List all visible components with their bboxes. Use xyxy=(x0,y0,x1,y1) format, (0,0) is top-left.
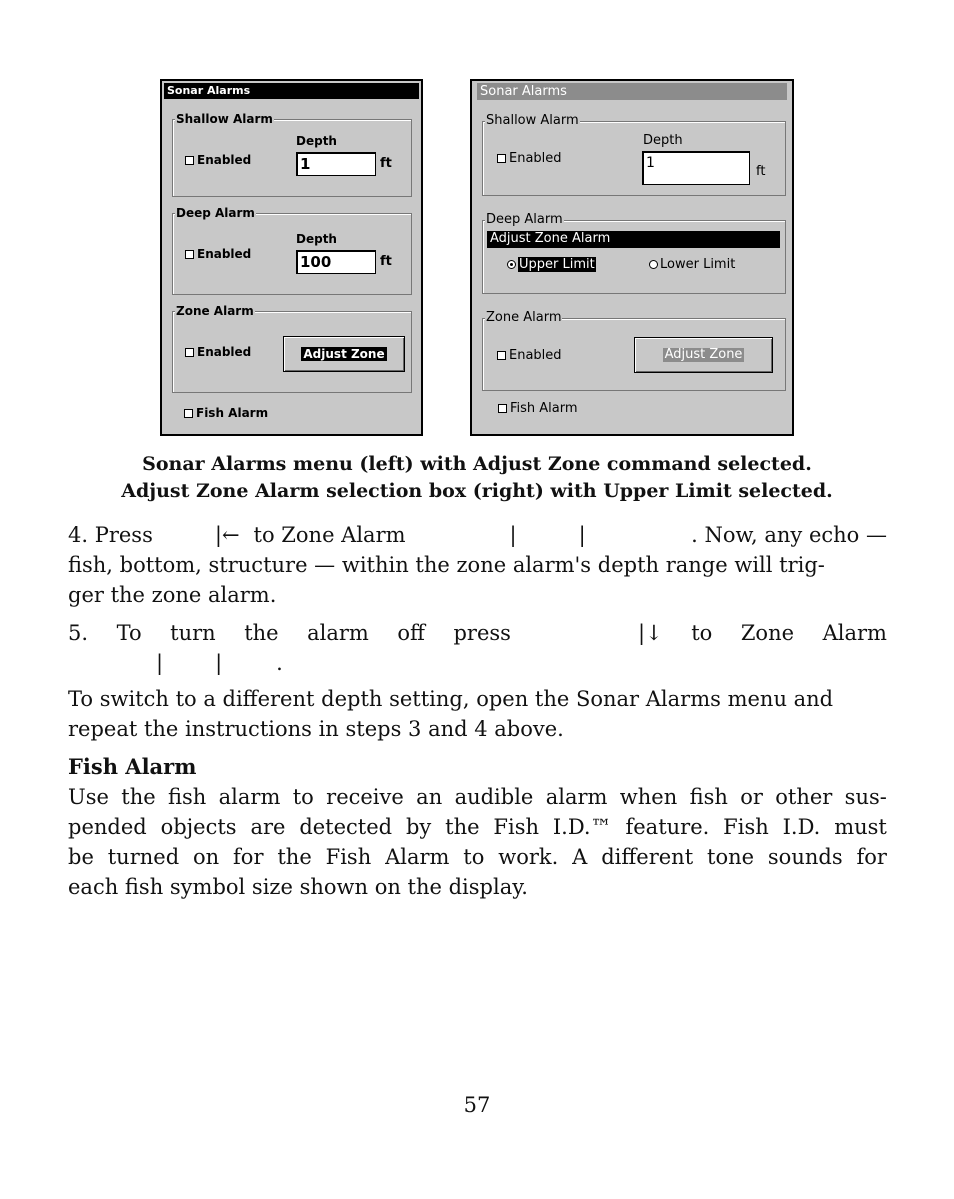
shallow-alarm-group xyxy=(172,112,412,197)
shallow-enabled-label: Enabled xyxy=(509,151,562,166)
deep-enabled-checkbox[interactable] xyxy=(185,247,251,261)
caption-line-2: Adjust Zone Alarm selection box (right) with Upper Limit selected. xyxy=(121,480,833,502)
step-4-line-3: ger the zone alarm. xyxy=(68,583,277,607)
deep-enabled-label: Enabled xyxy=(197,247,252,261)
zone-alarm-group xyxy=(172,304,412,393)
zone-enabled-label: Enabled xyxy=(509,348,562,363)
fish-alarm-paragraph xyxy=(68,782,887,902)
shallow-enabled-checkbox[interactable] xyxy=(185,153,251,167)
deep-alarm-group xyxy=(482,212,786,294)
checkbox-icon xyxy=(185,348,194,357)
figure-caption xyxy=(60,451,894,505)
step-4-press: 4. Press xyxy=(68,523,153,547)
fish-alarm-heading: Fish Alarm xyxy=(68,754,197,779)
step-5-period: . xyxy=(276,651,283,675)
deep-depth-input[interactable]: 100 xyxy=(296,250,376,274)
step-5-paragraph xyxy=(68,618,887,678)
fish-alarm-checkbox[interactable] xyxy=(184,406,268,420)
step-4-arrow: |← xyxy=(214,523,240,547)
step-5-word: To xyxy=(116,621,142,645)
checkbox-icon xyxy=(497,351,506,360)
step-5-bar-1: | xyxy=(156,651,164,675)
lower-limit-label: Lower Limit xyxy=(660,257,736,272)
zone-enabled-checkbox[interactable] xyxy=(497,349,562,363)
step-4-now: . Now, any echo — xyxy=(691,523,887,547)
sonar-alarms-screen-left xyxy=(160,79,423,436)
step-5-word: Zone xyxy=(740,621,795,645)
adjust-zone-popup-title: Adjust Zone Alarm xyxy=(487,231,780,248)
deep-alarm-label: Deep Alarm xyxy=(486,212,563,227)
step-5-word: alarm xyxy=(307,621,369,645)
deep-alarm-label: Deep Alarm xyxy=(176,206,255,220)
sonar-alarms-screen-right xyxy=(470,79,794,436)
radio-selected-icon xyxy=(507,260,516,269)
radio-icon xyxy=(649,260,658,269)
deep-depth-label: Depth xyxy=(296,232,337,246)
switch-line-2: repeat the instructions in steps 3 and 4 above. xyxy=(68,717,564,741)
step-5-word: to xyxy=(691,621,713,645)
shallow-depth-unit: ft xyxy=(380,156,392,171)
zone-enabled-label: Enabled xyxy=(197,345,252,359)
zone-enabled-checkbox[interactable] xyxy=(185,345,251,359)
menu-title: Sonar Alarms xyxy=(477,83,787,100)
checkbox-icon xyxy=(497,154,506,163)
step-4-paragraph xyxy=(68,520,887,610)
zone-alarm-group xyxy=(482,310,786,391)
fish-line-4: each fish symbol size shown on the display. xyxy=(68,875,528,899)
fish-alarm-checkbox[interactable] xyxy=(498,402,578,416)
shallow-depth-unit: ft xyxy=(756,164,766,179)
fish-line-2: pended objects are detected by the Fish I.D.™ feature. Fish I.D. must xyxy=(68,815,887,839)
shallow-alarm-group xyxy=(482,113,786,196)
step-4-bar-1: | xyxy=(509,523,517,547)
zone-alarm-label: Zone Alarm xyxy=(176,304,254,318)
switch-line-1: To switch to a different depth setting, open the Sonar Alarms menu and xyxy=(68,687,834,711)
step-5-bar-2: | xyxy=(215,651,223,675)
shallow-depth-input[interactable]: 1 xyxy=(296,152,376,176)
step-5-word: the xyxy=(244,621,279,645)
checkbox-icon xyxy=(185,156,194,165)
step-5-line-1 xyxy=(68,618,887,648)
adjust-zone-label: Adjust Zone xyxy=(664,347,743,362)
adjust-zone-button[interactable] xyxy=(634,337,773,373)
fish-alarm-label: Fish Alarm xyxy=(510,401,578,416)
step-5-word: turn xyxy=(170,621,216,645)
shallow-depth-label: Depth xyxy=(296,134,337,148)
step-4-line-1 xyxy=(68,520,887,550)
shallow-alarm-label: Shallow Alarm xyxy=(176,112,273,126)
checkbox-icon xyxy=(184,409,193,418)
shallow-enabled-label: Enabled xyxy=(197,153,252,167)
fish-alarm-label: Fish Alarm xyxy=(196,406,269,420)
step-5-word: off xyxy=(397,621,425,645)
step-5-word: press xyxy=(453,621,511,645)
fish-line-3: be turned on for the Fish Alarm to work. A different tone sounds for xyxy=(68,845,887,869)
adjust-zone-button[interactable] xyxy=(283,336,405,372)
step-5-arrow: |↓ xyxy=(638,621,663,645)
deep-depth-unit: ft xyxy=(380,254,392,269)
upper-limit-radio[interactable] xyxy=(507,257,596,272)
checkbox-icon xyxy=(185,250,194,259)
lower-limit-radio[interactable] xyxy=(649,257,735,272)
shallow-enabled-checkbox[interactable] xyxy=(497,152,562,166)
shallow-alarm-label: Shallow Alarm xyxy=(486,113,579,128)
upper-limit-label: Upper Limit xyxy=(519,257,595,272)
step-5-line-2 xyxy=(68,648,887,678)
step-4-line-2: fish, bottom, structure — within the zone alarm's depth range will trig- xyxy=(68,553,825,577)
adjust-zone-label: Adjust Zone xyxy=(303,347,385,361)
caption-line-1: Sonar Alarms menu (left) with Adjust Zone command selected. xyxy=(142,453,812,475)
fish-line-1: Use the fish alarm to receive an audible alarm when fish or other sus- xyxy=(68,785,887,809)
shallow-depth-input[interactable]: 1 xyxy=(642,151,750,185)
zone-alarm-label: Zone Alarm xyxy=(486,310,562,325)
page-number: 57 xyxy=(463,1093,491,1117)
step-4-bar-2: | xyxy=(578,523,586,547)
switch-depth-paragraph xyxy=(68,684,887,744)
checkbox-icon xyxy=(498,404,507,413)
deep-alarm-group xyxy=(172,206,412,295)
step-5-word: 5. xyxy=(68,621,89,645)
shallow-depth-label: Depth xyxy=(643,133,683,148)
menu-title: Sonar Alarms xyxy=(164,83,419,99)
step-4-to-zone: to Zone Alarm xyxy=(253,523,406,547)
step-5-word: Alarm xyxy=(822,621,887,645)
